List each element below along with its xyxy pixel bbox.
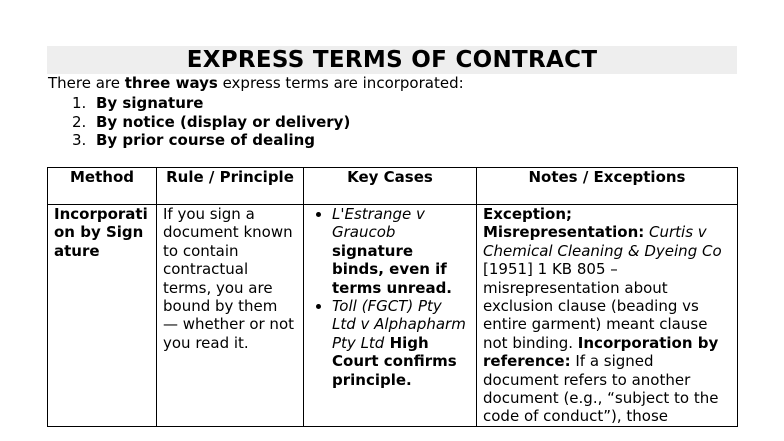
exception-case: Curtis v Chemical Cleaning & Dyeing Co — [483, 223, 722, 260]
header-notes: Notes / Exceptions — [477, 168, 738, 205]
ways-text: By signature — [96, 94, 204, 112]
header-cases: Key Cases — [304, 168, 477, 205]
case-name: L'Estrange v Graucob — [332, 205, 425, 242]
ways-list — [72, 94, 350, 150]
ways-number: 3. — [72, 131, 87, 149]
cell-notes — [477, 205, 738, 427]
cell-method: Incorporation by Signature — [48, 205, 157, 427]
table-header-row — [48, 168, 738, 205]
terms-table — [47, 167, 738, 427]
reference-label: Incorporation by reference: — [483, 333, 719, 371]
intro-emphasis: three ways — [124, 74, 218, 92]
case-item — [332, 205, 470, 297]
cell-rule: If you sign a document known to contain contractual terms, you are bound by them — whether or not you read it. — [157, 205, 304, 427]
exception-citation: [1951] 1 KB 805 – misrepresentation about exclusion clause (beading vs entire garment) meant clause not binding. — [483, 260, 708, 352]
reference-text: If a signed document refers to another document (e.g., “subject to the code of conduct”), those — [483, 352, 719, 426]
intro-suffix: express terms are incorporated: — [217, 74, 464, 92]
intro-sentence — [48, 74, 464, 92]
case-holding: signature binds, even if terms unread. — [332, 241, 453, 297]
ways-text: By notice (display or delivery) — [96, 112, 351, 131]
exception-label: Exception; Misrepresentation: — [483, 205, 645, 242]
header-rule: Rule / Principle — [157, 168, 304, 205]
cases-list — [310, 205, 470, 389]
header-method: Method — [48, 168, 157, 205]
ways-list-item — [72, 131, 350, 150]
intro-prefix: There are — [48, 74, 125, 92]
case-name: Toll (FGCT) Pty Ltd v Alphapharm Pty Ltd — [332, 297, 466, 352]
ways-number: 2. — [72, 112, 87, 131]
table-row — [48, 205, 738, 427]
ways-list-item — [72, 94, 350, 113]
case-holding: High Court confirms principle. — [332, 333, 457, 389]
case-item — [332, 297, 470, 389]
document-title: EXPRESS TERMS OF CONTRACT — [47, 46, 737, 74]
ways-list-item — [72, 113, 350, 132]
ways-number: 1. — [72, 94, 87, 112]
ways-text: By prior course of dealing — [96, 131, 316, 149]
cell-cases — [304, 205, 477, 427]
